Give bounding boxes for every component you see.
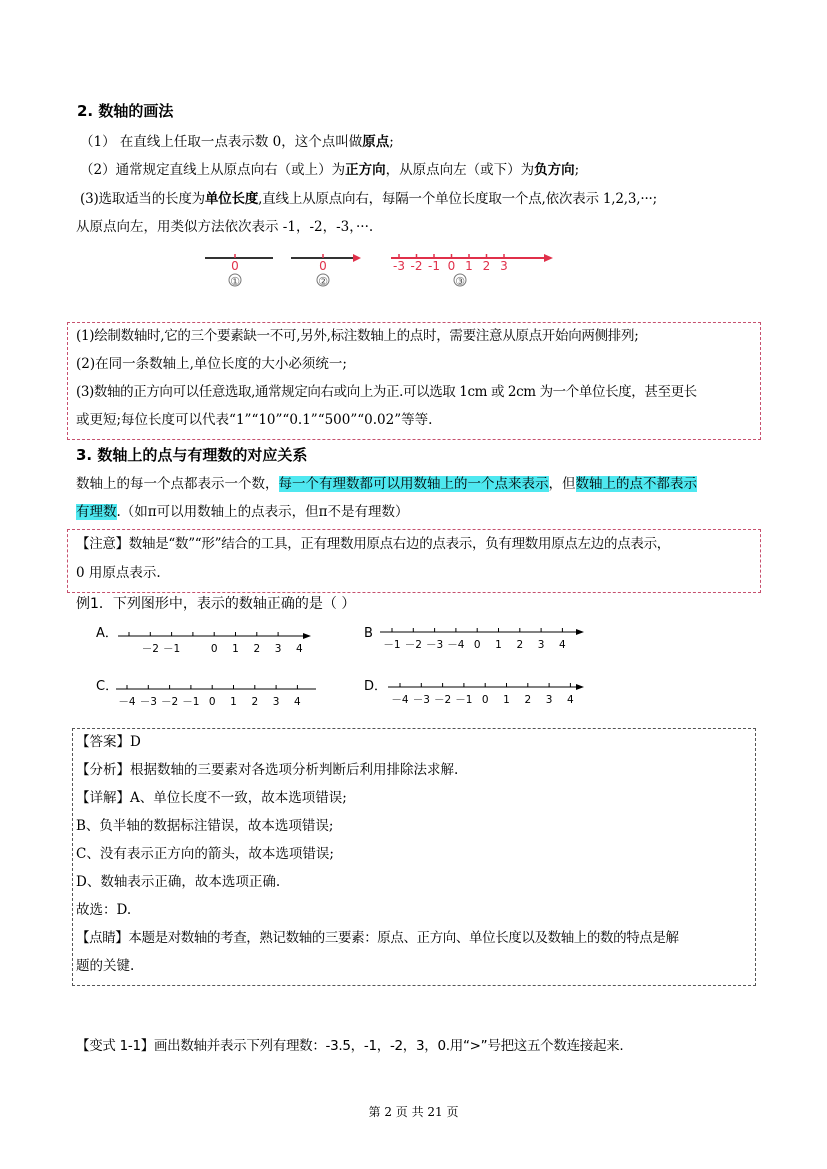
line2-text: （2）通常规定直线上从原点向右（或上）为 bbox=[80, 162, 346, 178]
answer-line6: D、数轴表示正确，故本选项正确. bbox=[76, 874, 281, 890]
fig3-tick-label: -1 bbox=[428, 259, 440, 273]
axis-tick-label: 3 bbox=[537, 639, 545, 651]
axis-tick-label: 1 bbox=[495, 639, 502, 651]
line2-mid: ，从原点向左（或下）为 bbox=[385, 162, 535, 178]
fig2-label: ② bbox=[318, 275, 328, 288]
fig3-tick-label: 0 bbox=[447, 259, 456, 273]
page-footer: 第 2 页 共 21 页 bbox=[368, 1105, 459, 1119]
line3-post: ,直线上从原点向右，每隔一个单位长度取一个点,依次表示 1,2,3,···; bbox=[258, 191, 657, 207]
answer-line9: 题的关键. bbox=[76, 958, 135, 974]
note1-line1: (1)绘制数轴时,它的三个要素缺一不可,另外,标注数轴上的点时，需要注意从原点开始向两侧排列; bbox=[76, 328, 639, 344]
axis-tick-label: －4 bbox=[391, 694, 409, 706]
s3-highlight1: 每一个有理数都可以用数轴上的一个点来表示 bbox=[278, 476, 549, 492]
axis-tick-label: 0 bbox=[473, 639, 481, 651]
note1-line2: (2)在同一条数轴上,单位长度的大小必须统一; bbox=[76, 356, 347, 372]
note1-line3: (3)数轴的正方向可以任意选取,通常规定向右或向上为正.可以选取 1cm 或 2cm 为一个单位长度，甚至更长 bbox=[76, 384, 697, 400]
axis-tick-label: －4 bbox=[447, 639, 465, 651]
fig3-tick-label: 3 bbox=[500, 259, 508, 273]
axis-tick-label: －1 bbox=[163, 643, 181, 655]
optC-label: C． bbox=[96, 679, 119, 694]
axis-tick-label: －1 bbox=[182, 696, 200, 708]
optA-label: A． bbox=[96, 626, 118, 641]
axis-tick-label: －2 bbox=[404, 639, 422, 651]
example1-question: 例1．下列图形中，表示的数轴正确的是（ ） bbox=[76, 596, 356, 612]
section2-line4: 从原点向左，用类似方法依次表示 -1，-2，-3，···. bbox=[76, 219, 374, 235]
line2-post: ; bbox=[574, 162, 580, 178]
line2-bold1: 正方向 bbox=[345, 162, 386, 178]
note2-line1: 【注意】数轴是“数”“形”结合的工具，正有理数用原点右边的点表示，负有理数用原点左边的点表示， bbox=[76, 536, 671, 552]
axis-tick-label: －4 bbox=[118, 696, 136, 708]
axis-tick-label: 1 bbox=[503, 694, 510, 706]
section3-para2 bbox=[76, 502, 409, 522]
line1-post: ; bbox=[389, 134, 394, 150]
section2-line1 bbox=[80, 132, 394, 152]
section2-title: 2. 数轴的画法 bbox=[77, 102, 174, 120]
axis-tick-label: －2 bbox=[141, 643, 159, 655]
variant-question: 【变式 1-1】画出数轴并表示下列有理数：-3.5，-1，-2，3，0.用“>”号把这五个数连接起来. bbox=[76, 1038, 624, 1054]
option-a-axis bbox=[118, 630, 318, 658]
s3-highlight3: 有理数 bbox=[76, 504, 117, 520]
fig3-tick-label: -3 bbox=[393, 259, 405, 273]
fig3-tick-label: -2 bbox=[410, 259, 423, 273]
axis-tick-label: 3 bbox=[272, 696, 280, 708]
section3-para1 bbox=[76, 474, 697, 494]
axis-arrow bbox=[576, 629, 584, 635]
optB-label: B bbox=[364, 626, 373, 641]
axis-figures bbox=[195, 248, 565, 290]
line1-bold: 原点 bbox=[362, 134, 390, 150]
fig1-label: ① bbox=[230, 275, 240, 288]
line1-text: （1） 在直线上任取一点表示数 0，这个点叫做 bbox=[80, 134, 363, 150]
axis-tick-label: 4 bbox=[296, 643, 303, 655]
axis-tick-label: －1 bbox=[455, 694, 473, 706]
answer-line2: 【分析】根据数轴的三要素对各选项分析判断后利用排除法求解. bbox=[76, 762, 459, 778]
axis-tick-label: －2 bbox=[161, 696, 179, 708]
axis-tick-label: 4 bbox=[294, 696, 301, 708]
line3-bold: 单位长度 bbox=[204, 191, 259, 207]
fig1-zero: 0 bbox=[231, 259, 239, 273]
axis-tick-label: 1 bbox=[230, 696, 237, 708]
axis-tick-label: 0 bbox=[210, 643, 218, 655]
axis-tick-label: 4 bbox=[559, 639, 566, 651]
answer-line7: 故选：D. bbox=[76, 902, 132, 918]
s3-text2: ，但 bbox=[548, 476, 576, 492]
axis-tick-label: －2 bbox=[434, 694, 452, 706]
axis-tick-label: 2 bbox=[516, 639, 524, 651]
s3-text1: 数轴上的每一个点都表示一个数， bbox=[76, 476, 279, 492]
section2-line2 bbox=[80, 160, 579, 180]
axis-arrow bbox=[303, 633, 311, 639]
note1-line4: 或更短;每位长度可以代表“1”“10”“0.1”“500”“0.02”等等. bbox=[76, 412, 433, 428]
s3-highlight2: 数轴上的点不都表示 bbox=[575, 476, 697, 492]
note2-line2: 0 用原点表示. bbox=[76, 565, 161, 581]
axis-tick-label: 0 bbox=[208, 696, 216, 708]
axis-tick-label: 0 bbox=[481, 694, 489, 706]
axis-tick-label: －1 bbox=[383, 639, 401, 651]
optD-label: D． bbox=[364, 679, 388, 694]
answer-line5: C、没有表示正方向的箭头，故本选项错误; bbox=[76, 846, 334, 862]
axis-tick-label: －3 bbox=[412, 694, 430, 706]
section2-line3 bbox=[80, 189, 657, 209]
fig3-tick-label: 2 bbox=[482, 259, 491, 273]
axis-tick-label: 2 bbox=[524, 694, 532, 706]
answer-line4: B、负半轴的数据标注错误，故本选项错误; bbox=[76, 818, 334, 834]
s3-text3: .（如π可以用数轴上的点表示，但π不是有理数） bbox=[116, 504, 409, 520]
axis-tick-label: 3 bbox=[545, 694, 553, 706]
axis-tick-label: 2 bbox=[253, 643, 261, 655]
fig3-label: ③ bbox=[455, 275, 465, 288]
fig3-ticks bbox=[393, 254, 508, 273]
option-b-axis bbox=[380, 626, 585, 654]
axis-tick-label: －3 bbox=[139, 696, 157, 708]
line2-bold2: 负方向 bbox=[534, 162, 575, 178]
section3-title: 3. 数轴上的点与有理数的对应关系 bbox=[76, 446, 308, 464]
axis-tick-label: 1 bbox=[232, 643, 239, 655]
line3-text: (3)选取适当的长度为 bbox=[80, 191, 205, 207]
axis-tick-label: 2 bbox=[251, 696, 259, 708]
axis-tick-label: 3 bbox=[274, 643, 282, 655]
axis-arrow bbox=[576, 684, 584, 690]
fig2-zero: 0 bbox=[319, 259, 327, 273]
option-d-axis bbox=[388, 681, 588, 709]
answer-line8: 【点睛】本题是对数轴的考查，熟记数轴的三要素：原点、正方向、单位长度以及数轴上的数的特点是解 bbox=[76, 930, 679, 946]
axis-tick-label: －3 bbox=[426, 639, 444, 651]
answer-line1: 【答案】D bbox=[76, 734, 141, 750]
fig3-tick-label: 1 bbox=[465, 259, 473, 273]
option-c-axis bbox=[116, 683, 321, 711]
axis-tick-label: 4 bbox=[567, 694, 574, 706]
answer-line3: 【详解】A、单位长度不一致，故本选项错误; bbox=[76, 790, 347, 806]
